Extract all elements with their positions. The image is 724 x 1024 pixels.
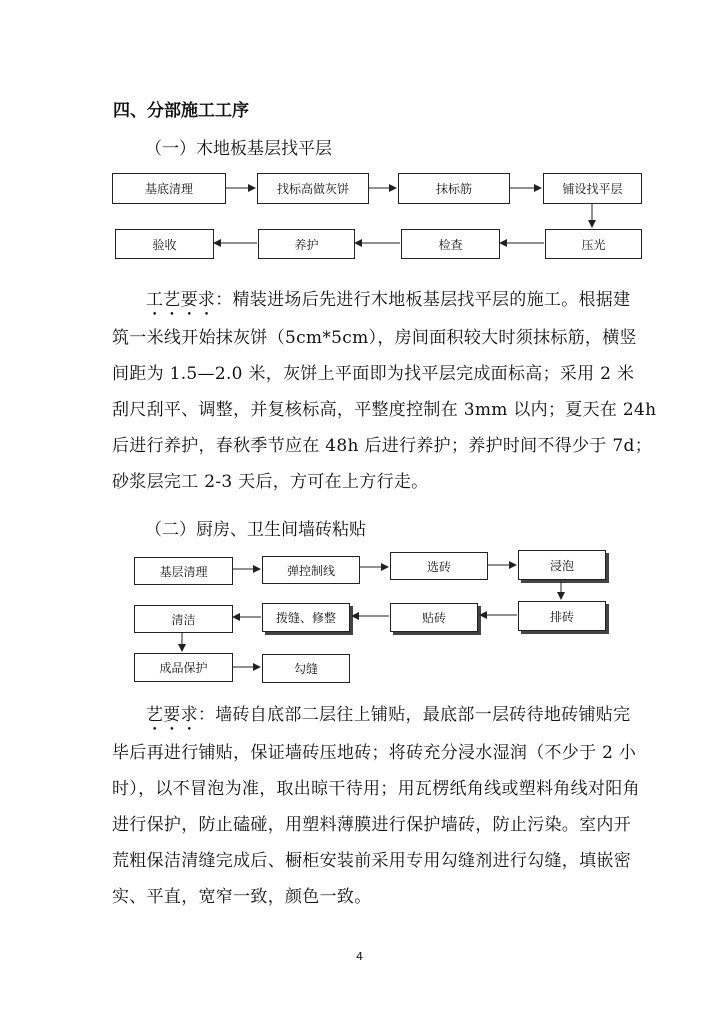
page-number: 4	[356, 950, 363, 963]
flow1-step-2: 找标高做灰饼	[257, 173, 369, 204]
paragraph-2-line-4: 进行保护，防止磕碰，用塑料薄膜进行保护墙砖，防止污染。室内开	[112, 815, 631, 835]
flow1-step-1: 基底清理	[112, 173, 226, 204]
paragraph-2-line-5: 荒粗保洁清缝完成后、橱柜安装前采用专用勾缝剂进行勾缝，填嵌密	[112, 851, 631, 871]
flow2-step-10: 勾缝	[262, 654, 350, 683]
subsection-title-1: （一）木地板基层找平层	[145, 139, 332, 159]
flow2-step-3: 选砖	[390, 552, 488, 580]
flow1-step-4: 铺设找平层	[543, 173, 642, 204]
paragraph-1-line-6: 砂浆层完工 2-3 天后，方可在上方行走。	[112, 472, 429, 492]
flow2-step-8: 清洁	[134, 605, 233, 633]
paragraph-1	[112, 282, 656, 500]
paragraph-2-line-3: 时），以不冒泡为准，取出晾干待用；用瓦楞纸角线或塑料角线对阳角	[112, 779, 640, 799]
process-requirement-label: 工艺要求	[146, 290, 216, 310]
flow1-step-6: 检查	[401, 229, 500, 259]
flow2-step-2: 弹控制线	[262, 556, 360, 584]
process-requirement-label-2: 艺要求	[146, 705, 198, 725]
flow1-step-5: 压光	[545, 229, 642, 259]
flow2-step-4: 浸泡	[518, 550, 606, 580]
paragraph-2-line-1: 艺要求：墙砖自底部二层往上铺贴，最底部一层砖待地砖铺贴完	[146, 705, 631, 725]
flow1-step-7: 养护	[258, 229, 355, 259]
paragraph-2	[112, 697, 640, 915]
flow1-step-3: 抹标筋	[398, 173, 510, 204]
flow2-step-6: 贴砖	[390, 603, 478, 632]
paragraph-1-line-2: 筑一米线开始抹灰饼（5cm*5cm），房间面积较大时须抹标筋，横竖	[112, 328, 637, 348]
flow2-step-7: 拨缝、修整	[262, 603, 350, 632]
paragraph-2-line-2: 毕后再进行铺贴，保证墙砖压地砖；将砖充分浸水湿润（不少于 2 小	[112, 743, 637, 763]
paragraph-1-line-5: 后进行养护，春秋季节应在 48h 后进行养护；养护时间不得少于 7d；	[112, 436, 652, 456]
flow1-step-8: 验收	[115, 229, 214, 259]
paragraph-1-line-1: 工艺要求：精装进场后先进行木地板基层找平层的施工。根据建	[146, 290, 631, 310]
subsection-title-2: （二）厨房、卫生间墙砖粘贴	[145, 520, 366, 540]
paragraph-1-line-3: 间距为 1.5—2.0 米，灰饼上平面即为找平层完成面标高；采用 2 米	[112, 364, 635, 384]
flow2-step-1: 基层清理	[134, 557, 233, 585]
flow2-step-9: 成品保护	[134, 653, 233, 682]
paragraph-2-line-6: 实、平直，宽窄一致，颜色一致。	[112, 887, 372, 907]
section-title: 四、分部施工工序	[113, 101, 249, 121]
paragraph-1-line-4: 刮尺刮平、调整，并复核标高，平整度控制在 3mm 以内；夏天在 24h	[112, 400, 657, 420]
flow2-step-5: 排砖	[518, 601, 606, 631]
